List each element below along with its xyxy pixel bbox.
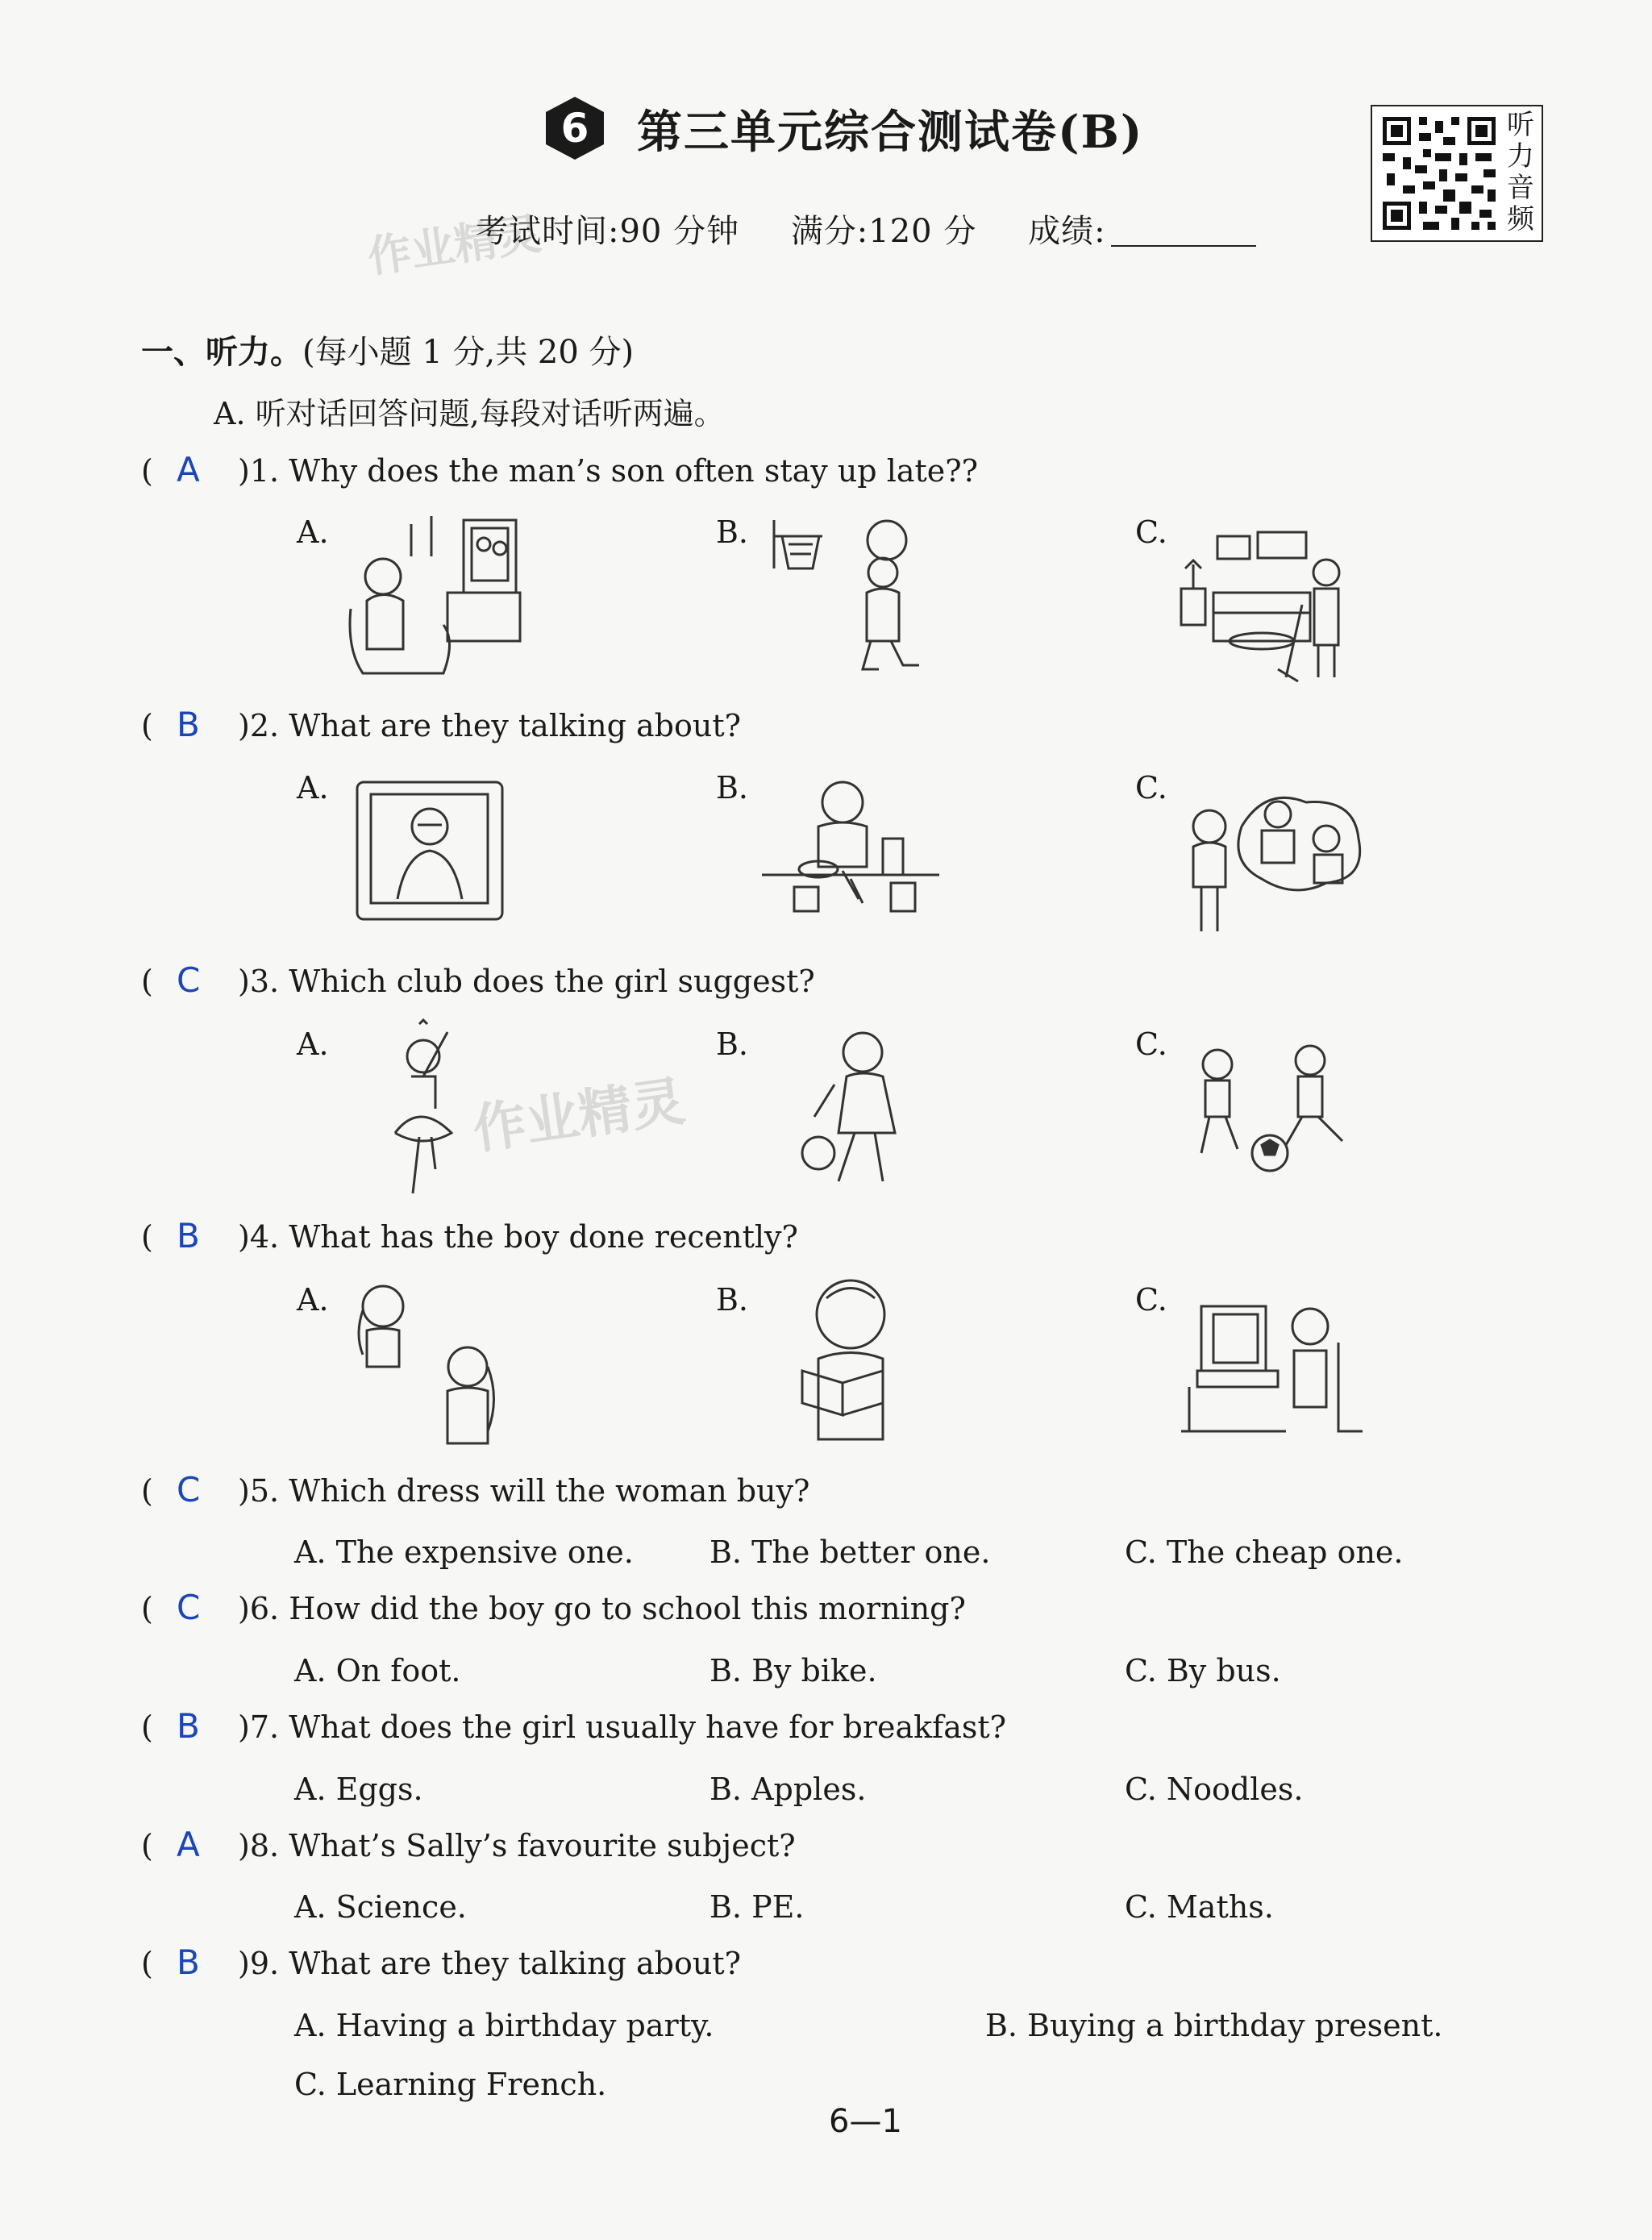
question-text: What has the boy done recently? <box>289 1219 798 1255</box>
section-instruction: A. 听对话回答问题,每段对话听两遍。 <box>214 396 725 431</box>
option-c: C. Noodles. <box>1125 1772 1304 1807</box>
option-c: C. By bus. <box>1125 1653 1281 1688</box>
question-4: ( B )4. What has the boy done recently? <box>141 1216 798 1255</box>
option-c: C. Learning French. <box>294 2067 607 2102</box>
option-b: B. The better one. <box>709 1534 991 1570</box>
answer-3: C <box>177 960 201 1000</box>
tv-show-picture <box>353 778 506 926</box>
watermark: 作业精灵 <box>468 1069 689 1161</box>
basketball-picture <box>766 512 927 685</box>
answer-1: A <box>177 450 200 489</box>
option-label: C. <box>1135 1282 1167 1318</box>
question-text: What are they talking about? <box>289 1946 742 1981</box>
full-score: 满分:120 分 <box>790 213 977 250</box>
section-heading: 一、听力。(每小题 1 分,共 20 分) <box>141 333 635 371</box>
option-label: B. <box>716 1026 749 1062</box>
answer-9: B <box>177 1942 200 1982</box>
question-text: What are they talking about? <box>289 708 742 743</box>
question-5: ( C )5. Which dress will the woman buy? <box>141 1470 810 1509</box>
qr-label: 听 力 音 频 <box>1507 109 1534 235</box>
question-text: What does the girl usually have for breakfast? <box>289 1709 1007 1745</box>
question-1: ( A )1. Why does the man’s son often stay up late?? <box>141 450 979 489</box>
fast-food-picture <box>762 774 939 931</box>
page-number: 6—1 <box>829 2103 902 2140</box>
question-8: ( A )8. What’s Sally’s favourite subject? <box>141 1825 796 1864</box>
reading-book-picture <box>790 1274 911 1447</box>
option-label: C. <box>1135 1026 1167 1062</box>
option-label: A. <box>297 1026 329 1062</box>
watching-tv-picture <box>343 512 520 685</box>
question-9: ( B )9. What are they talking about? <box>141 1942 742 1982</box>
score-label: 成绩: <box>1028 213 1296 250</box>
dancing-girl-picture <box>387 1020 476 1201</box>
option-a: A. The expensive one. <box>294 1534 634 1570</box>
option-a: A. Science. <box>294 1889 467 1925</box>
exam-time: 考试时间:90 分钟 <box>476 213 740 250</box>
question-7: ( B )7. What does the girl usually have for breakfast? <box>141 1706 1007 1746</box>
option-b: B. By bike. <box>709 1653 877 1688</box>
question-2: ( B )2. What are they talking about? <box>141 705 742 744</box>
page-title: 第三单元综合测试卷(B) <box>637 106 1144 159</box>
answer-2: B <box>177 705 200 744</box>
listening-audio-qr[interactable] <box>1371 105 1543 242</box>
answer-4: B <box>177 1216 200 1255</box>
answer-5: C <box>177 1470 201 1509</box>
option-b: B. PE. <box>709 1889 805 1925</box>
option-c: C. The cheap one. <box>1125 1534 1404 1570</box>
option-label: A. <box>297 770 329 806</box>
option-b: B. Buying a birthday present. <box>985 2008 1443 2043</box>
score-blank <box>1111 245 1256 247</box>
unit-number-badge <box>542 95 608 161</box>
question-text: How did the boy go to school this morning? <box>289 1591 966 1626</box>
qr-code-icon <box>1379 113 1500 234</box>
question-text: Why does the man’s son often stay up late?? <box>289 453 979 489</box>
watermark: 作业精灵 <box>364 208 544 283</box>
basketball-girl-picture <box>786 1024 923 1197</box>
unit-number: 6 <box>560 105 589 152</box>
option-label: A. <box>297 514 329 550</box>
computer-picture <box>1181 1294 1367 1443</box>
cleaning-room-picture <box>1181 532 1367 689</box>
option-a: A. Eggs. <box>294 1772 423 1807</box>
option-label: C. <box>1135 514 1167 550</box>
option-b: B. Apples. <box>709 1772 867 1807</box>
option-c: C. Maths. <box>1125 1889 1274 1925</box>
option-label: B. <box>716 770 749 806</box>
answer-7: B <box>177 1706 200 1746</box>
question-text: What’s Sally’s favourite subject? <box>289 1828 796 1863</box>
option-a: A. Having a birthday party. <box>294 2008 714 2043</box>
daydream-picture <box>1181 794 1367 943</box>
question-text: Which dress will the woman buy? <box>289 1473 810 1509</box>
answer-6: C <box>177 1588 201 1627</box>
question-3: ( C )3. Which club does the girl suggest? <box>141 960 815 1000</box>
football-picture <box>1189 1040 1375 1189</box>
answer-8: A <box>177 1825 200 1864</box>
question-6: ( C )6. How did the boy go to school this morning? <box>141 1588 966 1627</box>
exam-meta <box>476 206 1337 252</box>
question-text: Which club does the girl suggest? <box>289 964 815 999</box>
option-label: B. <box>716 1282 749 1318</box>
option-label: C. <box>1135 770 1167 806</box>
option-a: A. On foot. <box>294 1653 461 1688</box>
option-label: B. <box>716 514 749 550</box>
phone-call-picture <box>343 1278 520 1451</box>
option-label: A. <box>297 1282 329 1318</box>
